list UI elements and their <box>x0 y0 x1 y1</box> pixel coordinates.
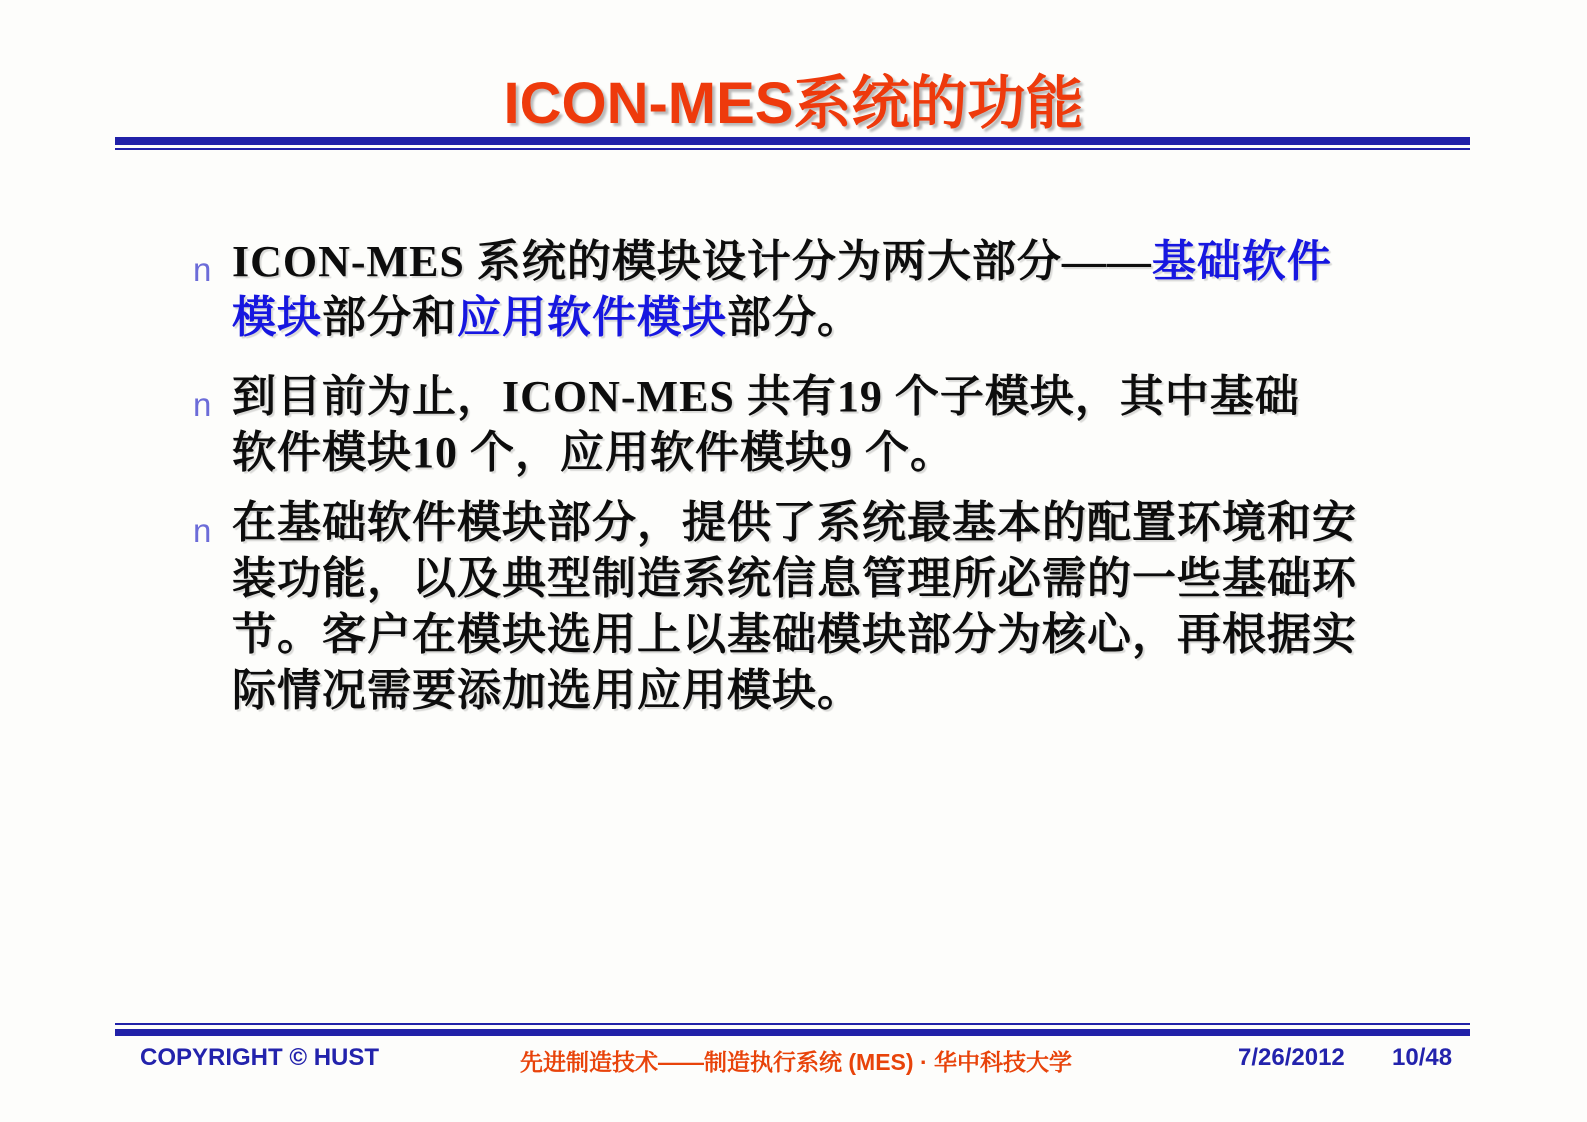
text-run: 装功能，以及典型制造系统信息管理所必需的一些基础环 <box>232 554 1357 603</box>
header-rule-thick-line <box>115 137 1470 145</box>
bullet-line <box>232 290 1332 346</box>
bullet-item-1 <box>193 234 1332 346</box>
bullet-marker: n <box>193 251 212 288</box>
text-run: 基础软件 <box>1151 237 1332 286</box>
footer-rule-thin-line <box>115 1023 1470 1025</box>
text-run: 节。客户在模块选用上以基础模块部分为核心，再根据实 <box>232 610 1357 659</box>
footer-page-number: 10/48 <box>1392 1044 1453 1071</box>
bullet-text <box>232 495 1357 719</box>
text-run: 部分。 <box>727 293 862 342</box>
text-run: 模块 <box>232 293 322 342</box>
slide-title: ICON-MES系统的功能 <box>503 71 1084 136</box>
text-run: 到目前为止，ICON-MES 共有19 个子模块，其中基础 <box>232 372 1300 421</box>
footer-rule-thick-line <box>115 1029 1470 1036</box>
bullet-line <box>232 425 1300 481</box>
bullet-marker: n <box>193 386 212 423</box>
bullet-line <box>232 551 1357 607</box>
header-rule <box>115 137 1470 150</box>
footer-copyright: COPYRIGHT © HUST <box>140 1044 380 1071</box>
text-run: 际情况需要添加选用应用模块。 <box>232 666 862 715</box>
text-run: 部分和 <box>322 293 457 342</box>
bullet-line <box>232 663 1357 719</box>
text-run: 软件模块10 个，应用软件模块9 个。 <box>232 428 955 477</box>
footer-date: 7/26/2012 <box>1238 1044 1345 1071</box>
bullet-line <box>232 495 1357 551</box>
bullet-item-3 <box>193 495 1357 719</box>
text-run: 在基础软件模块部分，提供了系统最基本的配置环境和安 <box>232 498 1357 547</box>
bullet-marker: n <box>193 512 212 549</box>
header-rule-thin-line <box>115 148 1470 150</box>
text-run: ICON-MES 系统的模块设计分为两大部分—— <box>232 237 1152 286</box>
bullet-text <box>232 234 1332 346</box>
footer-course-title: 先进制造技术——制造执行系统 (MES) · 华中科技大学 <box>520 1049 1072 1075</box>
footer-rule <box>115 1023 1470 1036</box>
bullet-line <box>232 369 1300 425</box>
text-run: 应用软件模块 <box>457 293 727 342</box>
bullet-text <box>232 369 1300 481</box>
bullet-line <box>232 607 1357 663</box>
bullet-line <box>232 234 1332 290</box>
bullet-item-2 <box>193 369 1300 481</box>
